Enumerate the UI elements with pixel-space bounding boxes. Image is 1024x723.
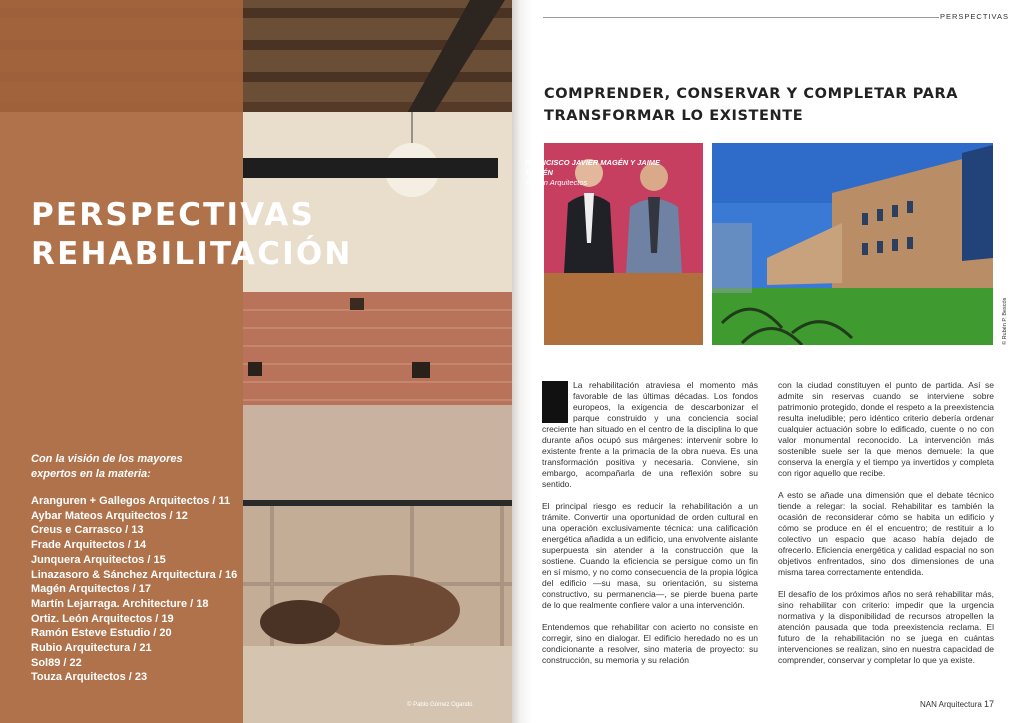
title-line: PERSPECTIVAS [31, 197, 316, 233]
studio-item: Aybar Mateos Arquitectos / 12 [31, 509, 188, 522]
studio-item: Sol89 / 22 [31, 656, 82, 669]
photo-credit: © Pablo Gómez Ogando [407, 702, 473, 708]
studio-item: Ortiz. León Arquitectos / 19 [31, 612, 174, 625]
paragraph: con la ciudad constituyen el punto de partida. Así se admite sin reservas cuando se interviene sobre patrimonio protegido, donde el respeto a la preexistencia resulta ineludible; pero idéntico criterio debería ordenar cualquier actuación sobre lo edificado, cuente o no con valor monumental reconocido. La intervención más sostenible suele ser la que menos demuele: la que conserva la energía y el tiempo ya invertidos y completa con rigor aquello que recibe. [778, 380, 994, 478]
text-column [542, 380, 758, 677]
studio-list [31, 494, 237, 685]
caption-box [544, 273, 703, 345]
studio-item: Linazasoro & Sánchez Arquitectura / 16 [31, 568, 238, 581]
section-label: PERSPECTIVAS [940, 12, 1009, 21]
text-column [778, 380, 994, 677]
article-headline: COMPRENDER, CONSERVAR Y COMPLETAR PARA TRANSFORMAR LO EXISTENTE [544, 86, 959, 124]
paragraph-text: La rehabilitación atraviesa el momento más favorable de las últimas décadas. Los fondos europeos, la exigencia de descarbonizar el parque construido y una conciencia social creciente han situado en el centro de la disciplina lo que durante años ocupó sus márgenes: intervenir sobre lo existente frente a la primacía de la obra nueva. Es una transformación positiva y necesaria. Conviene, sin embargo, acompañarla de una reflexión sobre su sentido. [542, 380, 758, 489]
building-photo [712, 143, 993, 345]
caption-firm: Magén Arquitectos [525, 178, 588, 187]
studio-item: Aranguren + Gallegos Arquitectos / 11 [31, 495, 231, 507]
paragraph: Entendemos que rehabilitar con acierto no consiste en corregir, sino en dialogar. El edificio heredado no es un condicionante a resolver, sino materia de proyecto: su construcción, su memoria y su relación [542, 622, 758, 665]
studio-item: Touza Arquitectos / 23 [31, 671, 148, 684]
dropcap-block [542, 381, 568, 423]
paragraph: El desafío de los próximos años no será rehabilitar más, sino rehabilitar con criterio: impedir que la urgencia normativa y la disponibilidad de recursos atropellen la atención pausada que toda preexistencia reclama. El futuro de la rehabilitación no se juega en cuántas intervenciones se realizan, sino en nuestra capacidad de comprender, conservar y completar lo que ya existe. [778, 589, 994, 665]
header-rule [543, 17, 939, 18]
studio-item: Magén Arquitectos / 17 [31, 583, 152, 596]
intro-text: Con la visión de los mayores expertos en la materia: [31, 453, 183, 480]
studio-item: Frade Arquitectos / 14 [31, 539, 147, 552]
studio-item: Junquera Arquitectos / 15 [31, 553, 166, 566]
studio-item: Rubio Arquitectura / 21 [31, 642, 152, 655]
page-number: 17 [984, 699, 995, 709]
building-image [712, 143, 993, 345]
caption-names: FRANCISCO JAVIER MAGÉN Y JAIME MAGÉN [525, 158, 661, 177]
photo-credit-vertical: © Rubén P. Bescós [1002, 297, 1008, 345]
paragraph [542, 380, 758, 490]
magazine-name: NAN Arquitectura [920, 700, 982, 709]
right-page [512, 0, 1024, 723]
paragraph: El principal riesgo es reducir la rehabilitación a un trámite. Convertir una oportunidad de orden cultural en una operación exclusivamente técnica: una calificación energética añadida a un edificio, una envolvente aislante superpuesta sin atender a la construcción que la sostiene. Cuando la eficiencia se persigue como un fin en sí mismo, y no como consecuencia de la propia lógica del edificio —su masa, su orientación, su sistema constructivo, su permanencia—, se pierde buena parte de lo que realmente confiere valor a una intervención. [542, 501, 758, 610]
paragraph: A esto se añade una dimensión que el debate técnico tiende a relegar: la social. Rehabilitar es también la ocasión de reconsiderar cómo se habita un edificio y cómo se produce en él el encuentro; de restituir a lo colectivo un espacio que acaso había dejado de ofrecerlo. Eficiencia energética y calidad espacial no son objetivos enfrentados, sino dos dimensiones de una misma tarea correctamente entendida. [778, 490, 994, 577]
title-line: REHABILITACIÓN [31, 236, 353, 272]
studio-item: Creus e Carrasco / 13 [31, 524, 144, 537]
page-title [31, 196, 353, 274]
studio-item: Martín Lejarraga. Architecture / 18 [31, 597, 209, 610]
studio-item: Ramón Esteve Estudio / 20 [31, 627, 172, 640]
